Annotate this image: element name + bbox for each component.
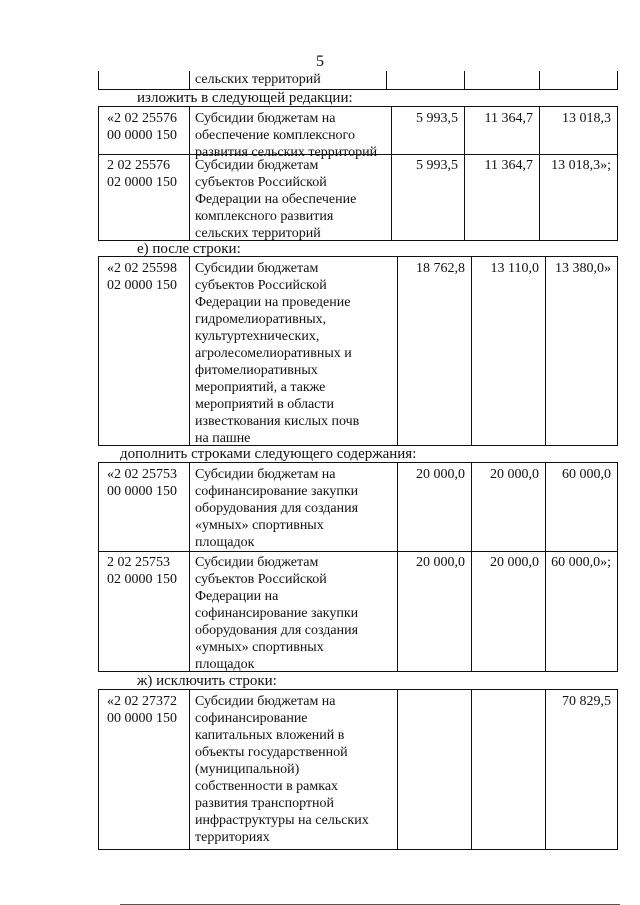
- row-description: Субсидии бюджетам на софинансирование капитальных вложений в объекты государственной (муниципальной) собственности в рамках развития транспортной инфраструктуры на сельских территориях: [195, 694, 369, 845]
- table-replace: [98, 106, 618, 241]
- row-code: «2 02 27372 00 0000 150: [107, 694, 177, 726]
- row-value-1: 5 993,5: [416, 158, 458, 173]
- row-code: «2 02 25576 00 0000 150: [107, 111, 177, 143]
- row-value-2: 11 364,7: [484, 111, 533, 126]
- row-value-3: 70 829,5: [562, 694, 611, 709]
- row-description: Субсидии бюджетам субъектов Российской Федерации на проведение гидромелиоративных, культуртехнических, агролесомелиоративных и фитомелиоративных мероприятий, а также мероприятий в области известкования кислых почв на пашне: [195, 261, 360, 446]
- row-value-2: 20 000,0: [490, 555, 539, 570]
- row-value-3: 60 000,0: [562, 467, 611, 482]
- row-value-2: [471, 690, 545, 851]
- instruction-exclude: ж) исключить строки:: [137, 673, 277, 689]
- row-value-3: 13 380,0»: [555, 261, 611, 276]
- row-value-1: 20 000,0: [416, 467, 465, 482]
- row-value-1: 20 000,0: [416, 555, 465, 570]
- row-value-1: [397, 690, 471, 851]
- row-value-3: 13 018,3: [562, 111, 611, 126]
- table-row: [99, 690, 617, 851]
- row-value-1: 5 993,5: [416, 111, 458, 126]
- row-code: «2 02 25753 00 0000 150: [107, 467, 177, 499]
- row-value-2: 20 000,0: [490, 467, 539, 482]
- row-code: 2 02 25753 02 0000 150: [107, 555, 177, 587]
- table-exclude: [98, 689, 618, 850]
- instruction-after: е) после строки:: [137, 241, 241, 257]
- row-description: Субсидии бюджетам субъектов Российской Федерации на софинансирование закупки оборудования для создания «умных» спортивных площадок: [195, 555, 359, 672]
- table-add: [98, 462, 618, 672]
- table-row: [99, 107, 617, 160]
- top-fragment-table: [98, 71, 618, 89]
- row-description: Субсидии бюджетам на софинансирование закупки оборудования для создания «умных» спортивных площадок: [195, 467, 359, 550]
- row-value-2: 11 364,7: [484, 158, 533, 173]
- row-value-1: 18 762,8: [416, 261, 465, 276]
- page-number: 5: [316, 53, 324, 70]
- row-description: Субсидии бюджетам субъектов Российской Федерации на обеспечение комплексного развития сельских территорий: [195, 158, 357, 241]
- row-value-2: 13 110,0: [490, 261, 539, 276]
- top-fragment-description: сельских территорий: [195, 72, 321, 87]
- row-description: Субсидии бюджетам на обеспечение комплексного развития сельских территорий: [195, 111, 378, 160]
- table-row: [99, 257, 617, 447]
- row-code: «2 02 25598 02 0000 150: [107, 261, 177, 293]
- row-value-3: 13 018,3»;: [551, 158, 611, 173]
- row-value-3: 60 000,0»;: [551, 555, 611, 570]
- instruction-replace: изложить в следующей редакции:: [137, 90, 353, 106]
- table-row: [99, 463, 617, 551]
- table-row: [99, 551, 617, 673]
- table-row: [99, 154, 617, 242]
- row-code: 2 02 25576 02 0000 150: [107, 158, 177, 190]
- instruction-add: дополнить строками следующего содержания:: [120, 446, 417, 462]
- table-after: [98, 256, 618, 446]
